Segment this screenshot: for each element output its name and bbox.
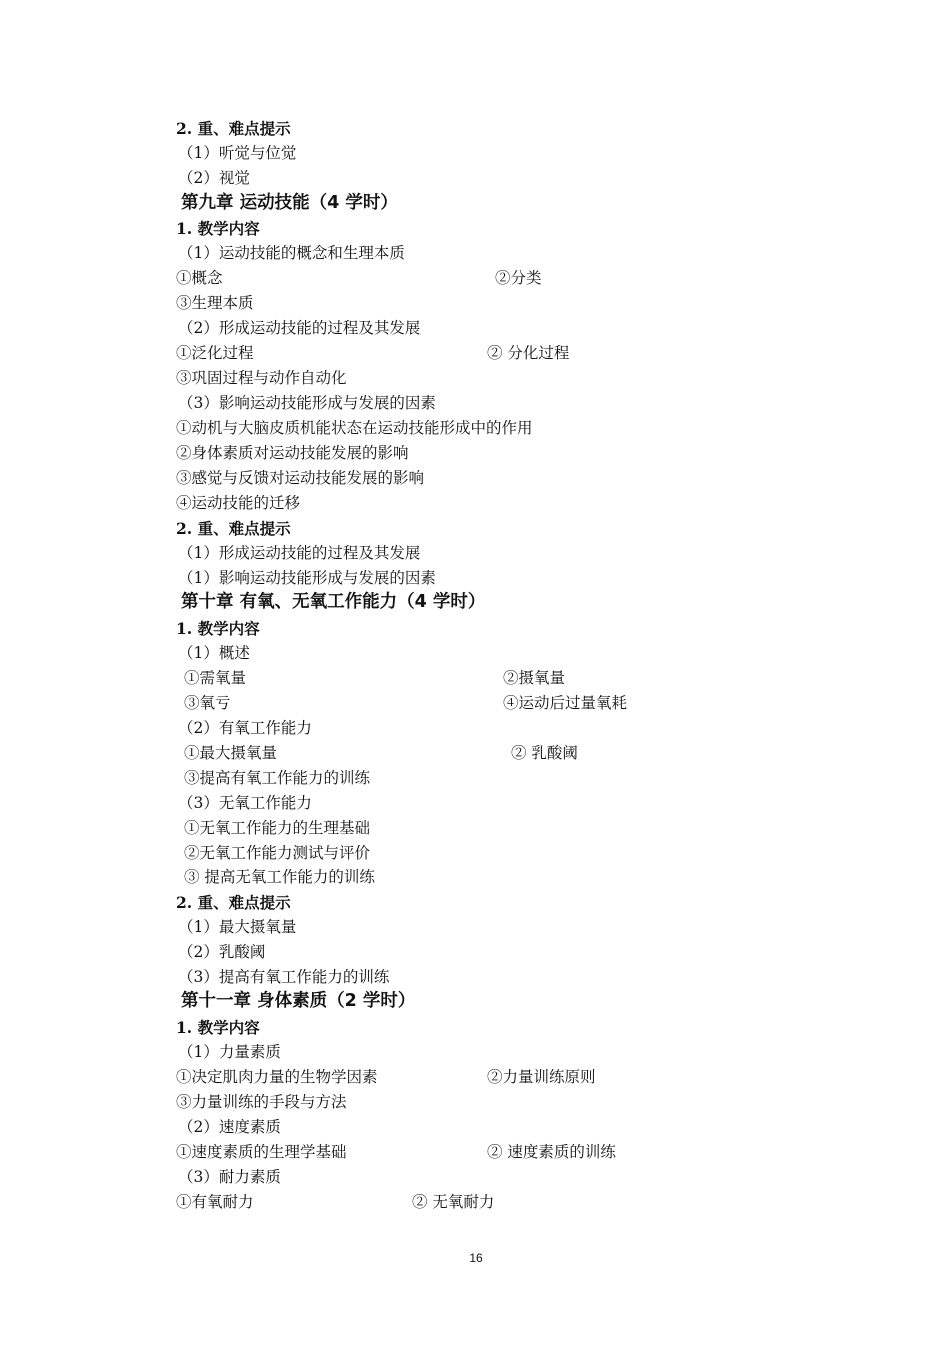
text-segment: ④运动技能的迁移 — [176, 494, 301, 512]
text-segment: （1）最大摄氧量 — [178, 918, 297, 936]
text-segment: 第十一章 身体素质（2 学时） — [181, 991, 416, 1011]
text-line — [0, 166, 952, 191]
section-heading — [0, 890, 952, 915]
text-line — [0, 841, 952, 866]
text-segment: ①最大摄氧量 — [184, 744, 278, 762]
text-line — [0, 241, 952, 266]
text-line — [0, 416, 952, 441]
text-line — [0, 716, 952, 741]
text-line — [0, 791, 952, 816]
text-segment: ①概念 — [176, 269, 223, 287]
page-number: 16 — [469, 1251, 483, 1265]
text-segment: 1. 教学内容 — [176, 619, 260, 638]
text-line — [0, 441, 952, 466]
text-line — [0, 1090, 952, 1115]
text-line — [0, 541, 952, 566]
text-line — [0, 491, 952, 516]
text-line — [0, 766, 952, 791]
text-line — [0, 141, 952, 166]
text-segment: （2）乳酸阈 — [178, 943, 266, 961]
text-segment: （3）影响运动技能形成与发展的因素 — [178, 394, 436, 412]
text-segment: （1）力量素质 — [178, 1043, 281, 1061]
text-segment: ①速度素质的生理学基础 — [176, 1143, 347, 1161]
text-segment: 2. 重、难点提示 — [176, 119, 291, 138]
text-segment: ②身体素质对运动技能发展的影响 — [176, 444, 409, 462]
text-segment: （3）耐力素质 — [178, 1168, 281, 1186]
text-segment: （2）速度素质 — [178, 1118, 281, 1136]
text-segment: （1）影响运动技能形成与发展的因素 — [178, 569, 436, 587]
text-segment: 1. 教学内容 — [176, 219, 260, 238]
text-segment: 第十章 有氧、无氧工作能力（4 学时） — [181, 592, 486, 612]
text-segment: 2. 重、难点提示 — [176, 519, 291, 538]
text-segment: （2）视觉 — [178, 169, 250, 187]
chapter-heading — [0, 191, 952, 216]
text-segment: 1. 教学内容 — [176, 1018, 260, 1037]
text-line — [0, 291, 952, 316]
text-segment: （1）形成运动技能的过程及其发展 — [178, 544, 421, 562]
text-line — [0, 341, 952, 366]
text-segment: （3）提高有氧工作能力的训练 — [178, 968, 390, 986]
text-segment: ③ 提高无氧工作能力的训练 — [184, 868, 375, 886]
text-line — [0, 1115, 952, 1140]
text-line — [0, 1040, 952, 1065]
text-segment: ③巩固过程与动作自动化 — [176, 369, 347, 387]
text-segment: ③感觉与反馈对运动技能发展的影响 — [176, 469, 425, 487]
section-heading — [0, 616, 952, 641]
text-segment: ②无氧工作能力测试与评价 — [184, 844, 371, 862]
text-segment: ①有氧耐力 — [176, 1193, 254, 1211]
text-segment: ③氧亏 — [184, 694, 231, 712]
text-line — [0, 366, 952, 391]
text-segment: （1）听觉与位觉 — [178, 144, 297, 162]
section-heading — [0, 216, 952, 241]
text-segment: （2）有氧工作能力 — [178, 719, 312, 737]
text-line — [0, 641, 952, 666]
text-segment: ②分类 — [495, 269, 542, 287]
text-line — [0, 266, 952, 291]
text-line — [0, 691, 952, 716]
text-segment: ② 乳酸阈 — [511, 744, 578, 762]
chapter-heading — [0, 989, 952, 1014]
text-segment: ② 分化过程 — [487, 344, 570, 362]
text-line — [0, 391, 952, 416]
text-line — [0, 965, 952, 990]
text-segment: （3）无氧工作能力 — [178, 794, 312, 812]
text-segment: （2）形成运动技能的过程及其发展 — [178, 319, 421, 337]
text-segment: 第九章 运动技能（4 学时） — [181, 193, 398, 213]
text-segment: ②摄氧量 — [503, 669, 566, 687]
text-segment: ②力量训练原则 — [487, 1068, 596, 1086]
text-segment: ③力量训练的手段与方法 — [176, 1093, 347, 1111]
text-line — [0, 1140, 952, 1165]
text-segment: ② 速度素质的训练 — [487, 1143, 616, 1161]
text-line — [0, 865, 952, 890]
text-segment: 2. 重、难点提示 — [176, 893, 291, 912]
text-segment: ①无氧工作能力的生理基础 — [184, 819, 371, 837]
text-line — [0, 741, 952, 766]
section-heading — [0, 1015, 952, 1040]
text-line — [0, 316, 952, 341]
text-segment: ② 无氧耐力 — [412, 1193, 495, 1211]
section-heading — [0, 116, 952, 141]
text-segment: ③生理本质 — [176, 294, 254, 312]
text-segment: ①泛化过程 — [176, 344, 254, 362]
text-line — [0, 816, 952, 841]
text-segment: ④运动后过量氧耗 — [503, 694, 628, 712]
text-line — [0, 566, 952, 591]
text-line — [0, 915, 952, 940]
text-segment: ①决定肌肉力量的生物学因素 — [176, 1068, 378, 1086]
text-line — [0, 1165, 952, 1190]
text-line — [0, 666, 952, 691]
section-heading — [0, 516, 952, 541]
text-segment: （1）运动技能的概念和生理本质 — [178, 244, 405, 262]
text-line — [0, 1065, 952, 1090]
text-line — [0, 940, 952, 965]
text-segment: ①需氧量 — [184, 669, 247, 687]
chapter-heading — [0, 590, 952, 615]
text-segment: ①动机与大脑皮质机能状态在运动技能形成中的作用 — [176, 419, 533, 437]
text-line — [0, 1190, 952, 1215]
text-segment: （1）概述 — [178, 644, 250, 662]
text-segment: ③提高有氧工作能力的训练 — [184, 769, 371, 787]
text-line — [0, 466, 952, 491]
